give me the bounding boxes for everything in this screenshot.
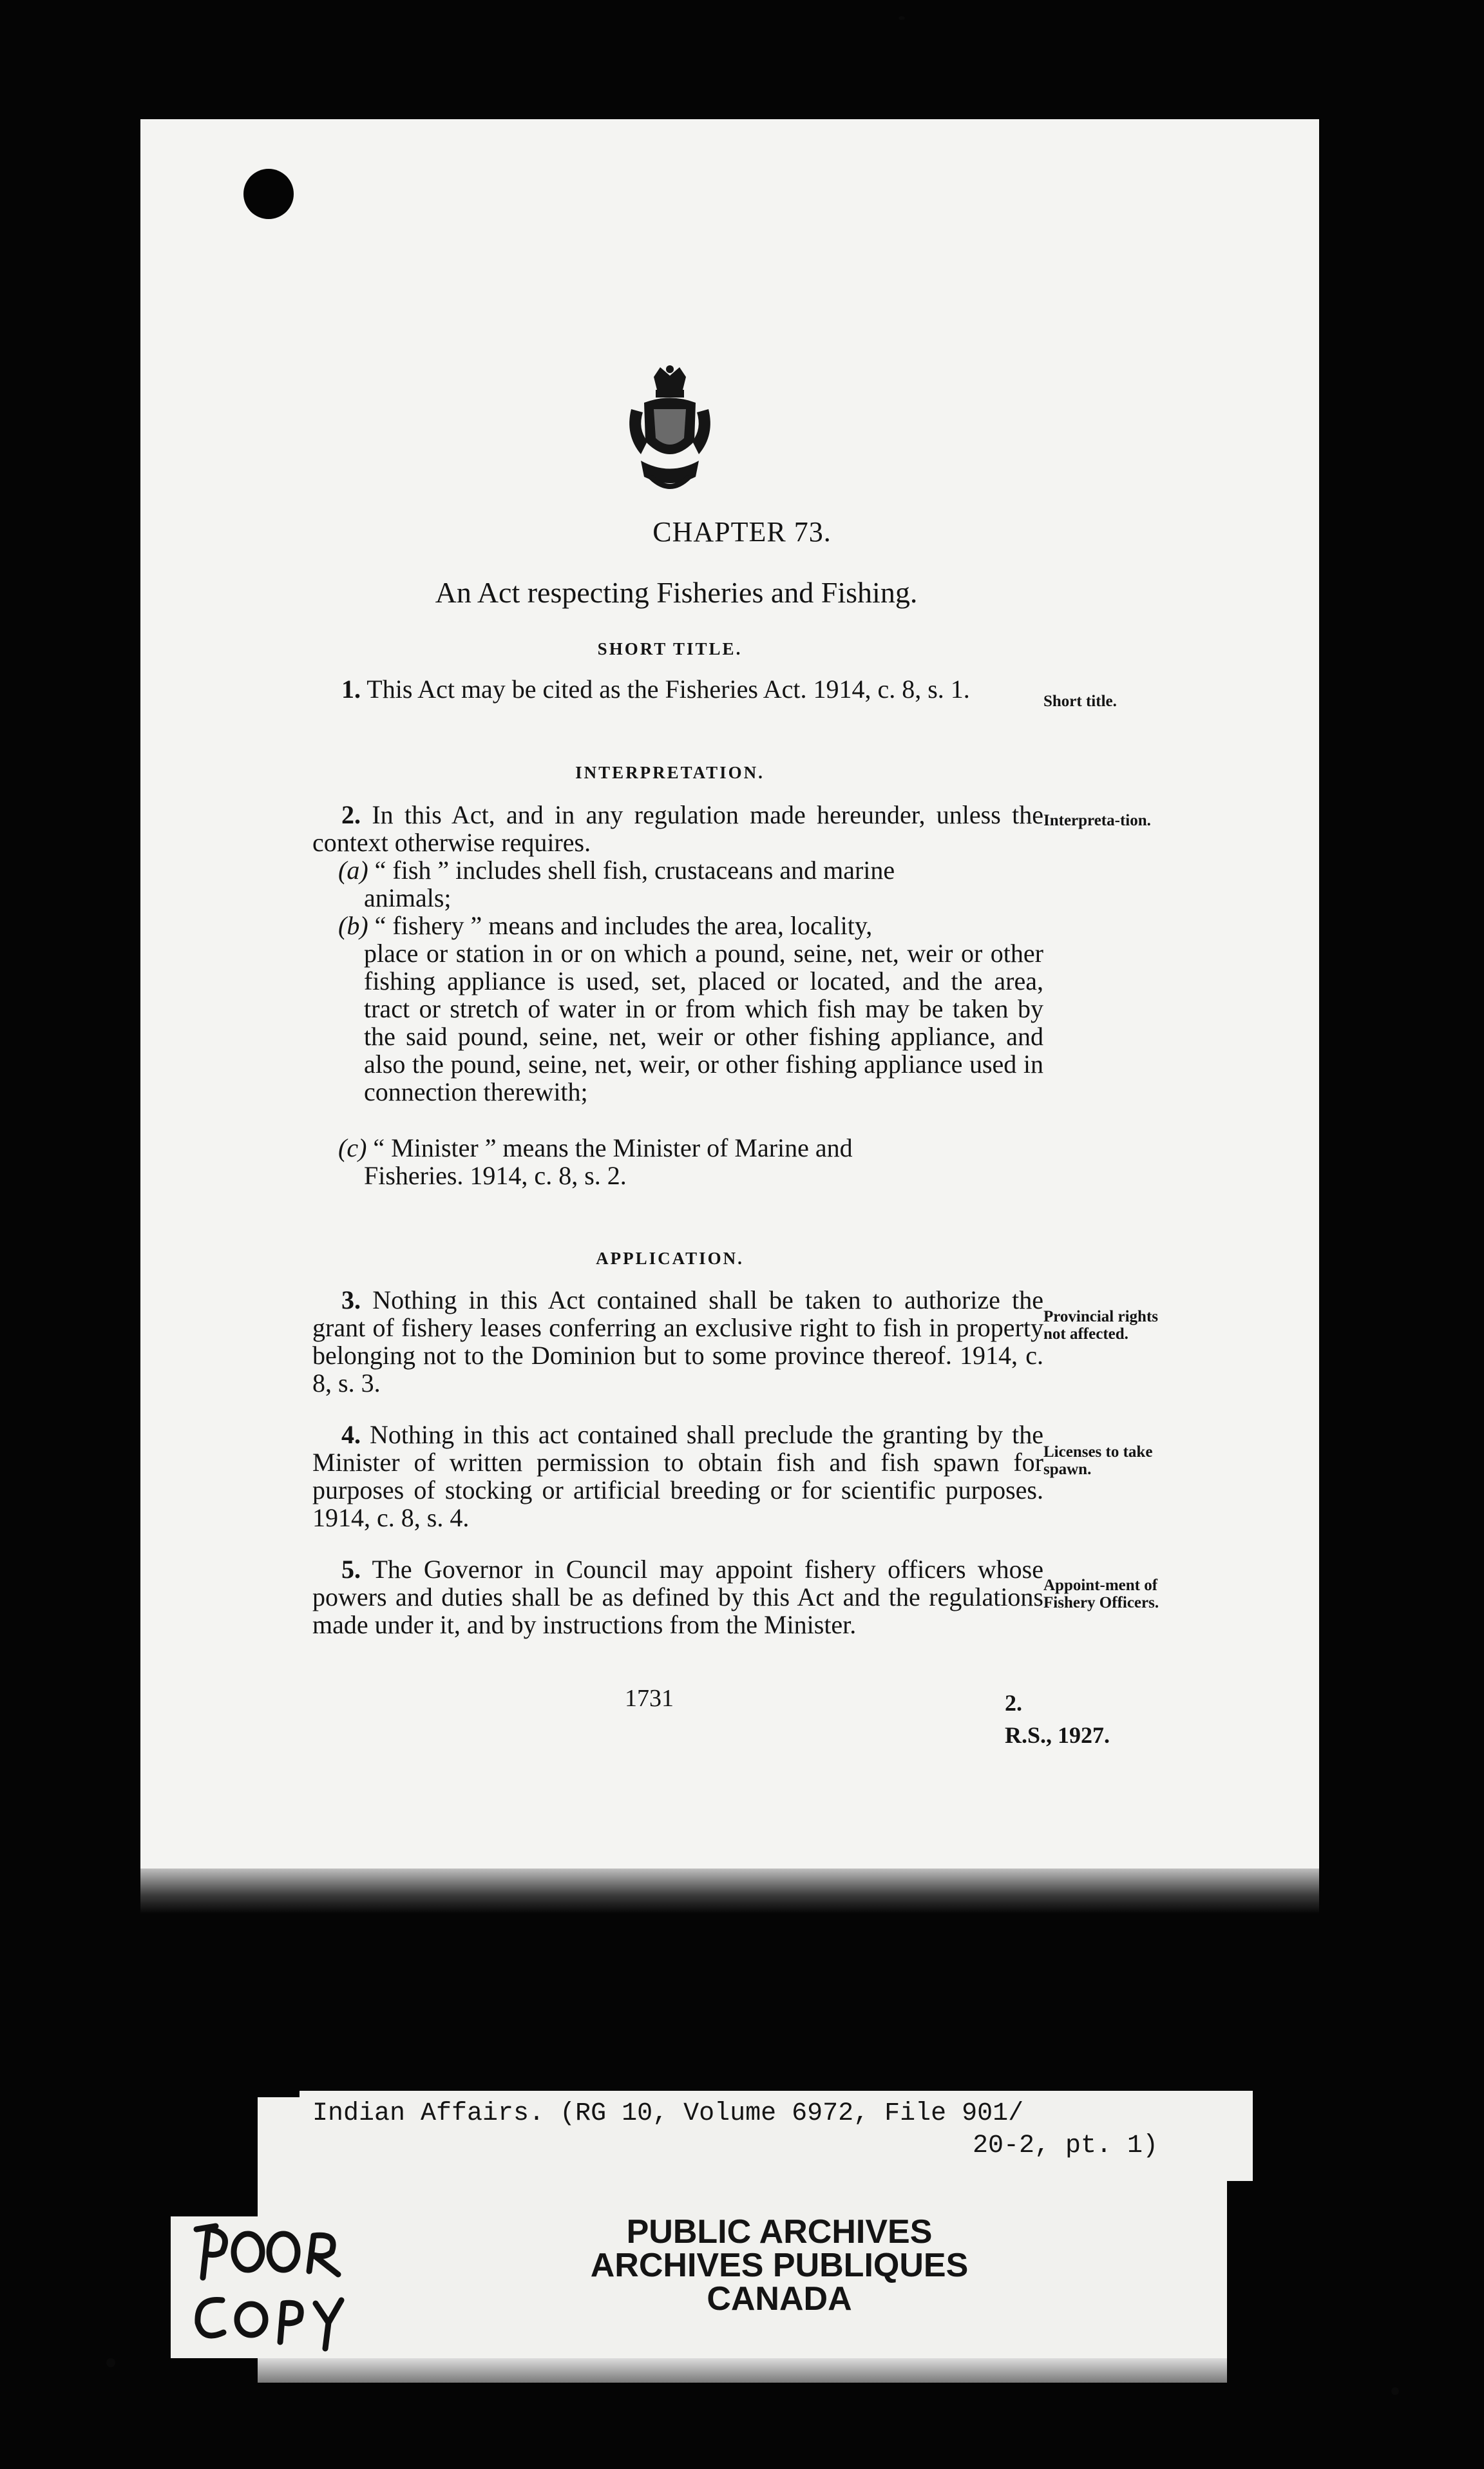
footer-signature [1005,1687,1110,1751]
scan-speck [1391,2387,1399,2395]
item-continuation: Fisheries. 1914, c. 8, s. 2. [364,1161,627,1190]
section-2 [312,801,1043,856]
footer-sig-line1: 2. [1005,1690,1022,1716]
section-number: 2. [341,800,361,829]
item-continuation: animals; [364,883,452,912]
section-2b [338,912,1043,1106]
chapter-title: CHAPTER 73. [652,516,832,548]
margin-note-appointment: Appoint-ment of Fishery Officers. [1043,1577,1159,1611]
archive-label-edge [258,2358,1227,2383]
section-text: Nothing in this act contained shall preclude the granting by the Minister of written permission to obtain fish and fish spawn for purposes of stocking or artificial breeding or for scientific purposes. 1914, c. 8, s. 4. [312,1420,1043,1532]
heading-interpretation: INTERPRETATION. [575,763,765,782]
scan-speck [106,2358,115,2367]
heading-short-title: SHORT TITLE. [597,639,743,658]
margin-note-licenses: Licenses to take spawn. [1043,1443,1153,1478]
section-number: 5. [341,1555,361,1584]
section-text: This Act may be cited as the Fisheries Act. 1914, c. 8, s. 1. [361,675,970,704]
section-2c [338,1134,1043,1189]
section-4 [312,1421,1043,1532]
section-number: 4. [341,1420,361,1449]
coat-of-arms-icon [618,364,721,496]
section-number: 1. [341,675,361,704]
margin-note-short-title: Short title. [1043,693,1117,710]
item-text: “ Minister ” means the Minister of Marine and [366,1133,853,1162]
section-3 [312,1286,1043,1397]
archive-reference-line2: 20-2, pt. 1) [973,2131,1159,2160]
item-label: (c) [338,1133,367,1162]
archives-stamp-line2: ARCHIVES PUBLIQUES [590,2247,969,2284]
section-1 [312,675,1043,703]
margin-note-provincial: Provincial rights not affected. [1043,1308,1159,1343]
archive-reference-line1: Indian Affairs. (RG 10, Volume 6972, File 901/ [312,2099,1024,2128]
section-text: In this Act, and in any regulation made hereunder, unless the context otherwise requires. [312,800,1043,857]
margin-note-interpretation: Interpreta-tion. [1043,812,1151,829]
footer-sig-line2: R.S., 1927. [1005,1722,1110,1748]
item-text: “ fish ” includes shell fish, crustaceans and marine [368,856,895,885]
page-bottom-shadow [140,1869,1319,1914]
section-number: 3. [341,1285,361,1314]
section-5 [312,1555,1043,1638]
item-continuation: place or station in or on which a pound, seine, net, weir or other fishing appliance is used, set, placed or located, and the area, tract or stretch of water in or from which fish may be taken by the said pound, seine, net, weir or other fishing appliance, and also the pound, seine, net, weir, or other fishing appliance used in connection therewith; [364,939,1043,1106]
poor-copy-handwriting [171,2216,364,2358]
item-text: “ fishery ” means and includes the area, locality, [368,911,873,940]
section-2a [338,856,1043,912]
archives-stamp-line3: CANADA [707,2280,852,2318]
section-text: Nothing in this Act contained shall be taken to authorize the grant of fishery leases conferring an exclusive right to fish in property belonging not to the Dominion but to some province thereof. 1914, c. 8, s. 3. [312,1285,1043,1398]
scan-speck [899,16,905,20]
section-text: The Governor in Council may appoint fishery officers whose powers and duties shall be as defined by this Act and the regulations made under it, and by instructions from the Minister. [312,1555,1043,1639]
act-title: An Act respecting Fisheries and Fishing. [435,576,918,609]
archives-stamp-line1: PUBLIC ARCHIVES [626,2213,933,2251]
punch-hole [243,169,294,219]
heading-application: APPLICATION. [596,1249,744,1268]
item-label: (b) [338,911,368,940]
item-label: (a) [338,856,368,885]
handwritten-poor-copy-icon [171,2216,364,2358]
page-number: 1731 [625,1685,674,1712]
